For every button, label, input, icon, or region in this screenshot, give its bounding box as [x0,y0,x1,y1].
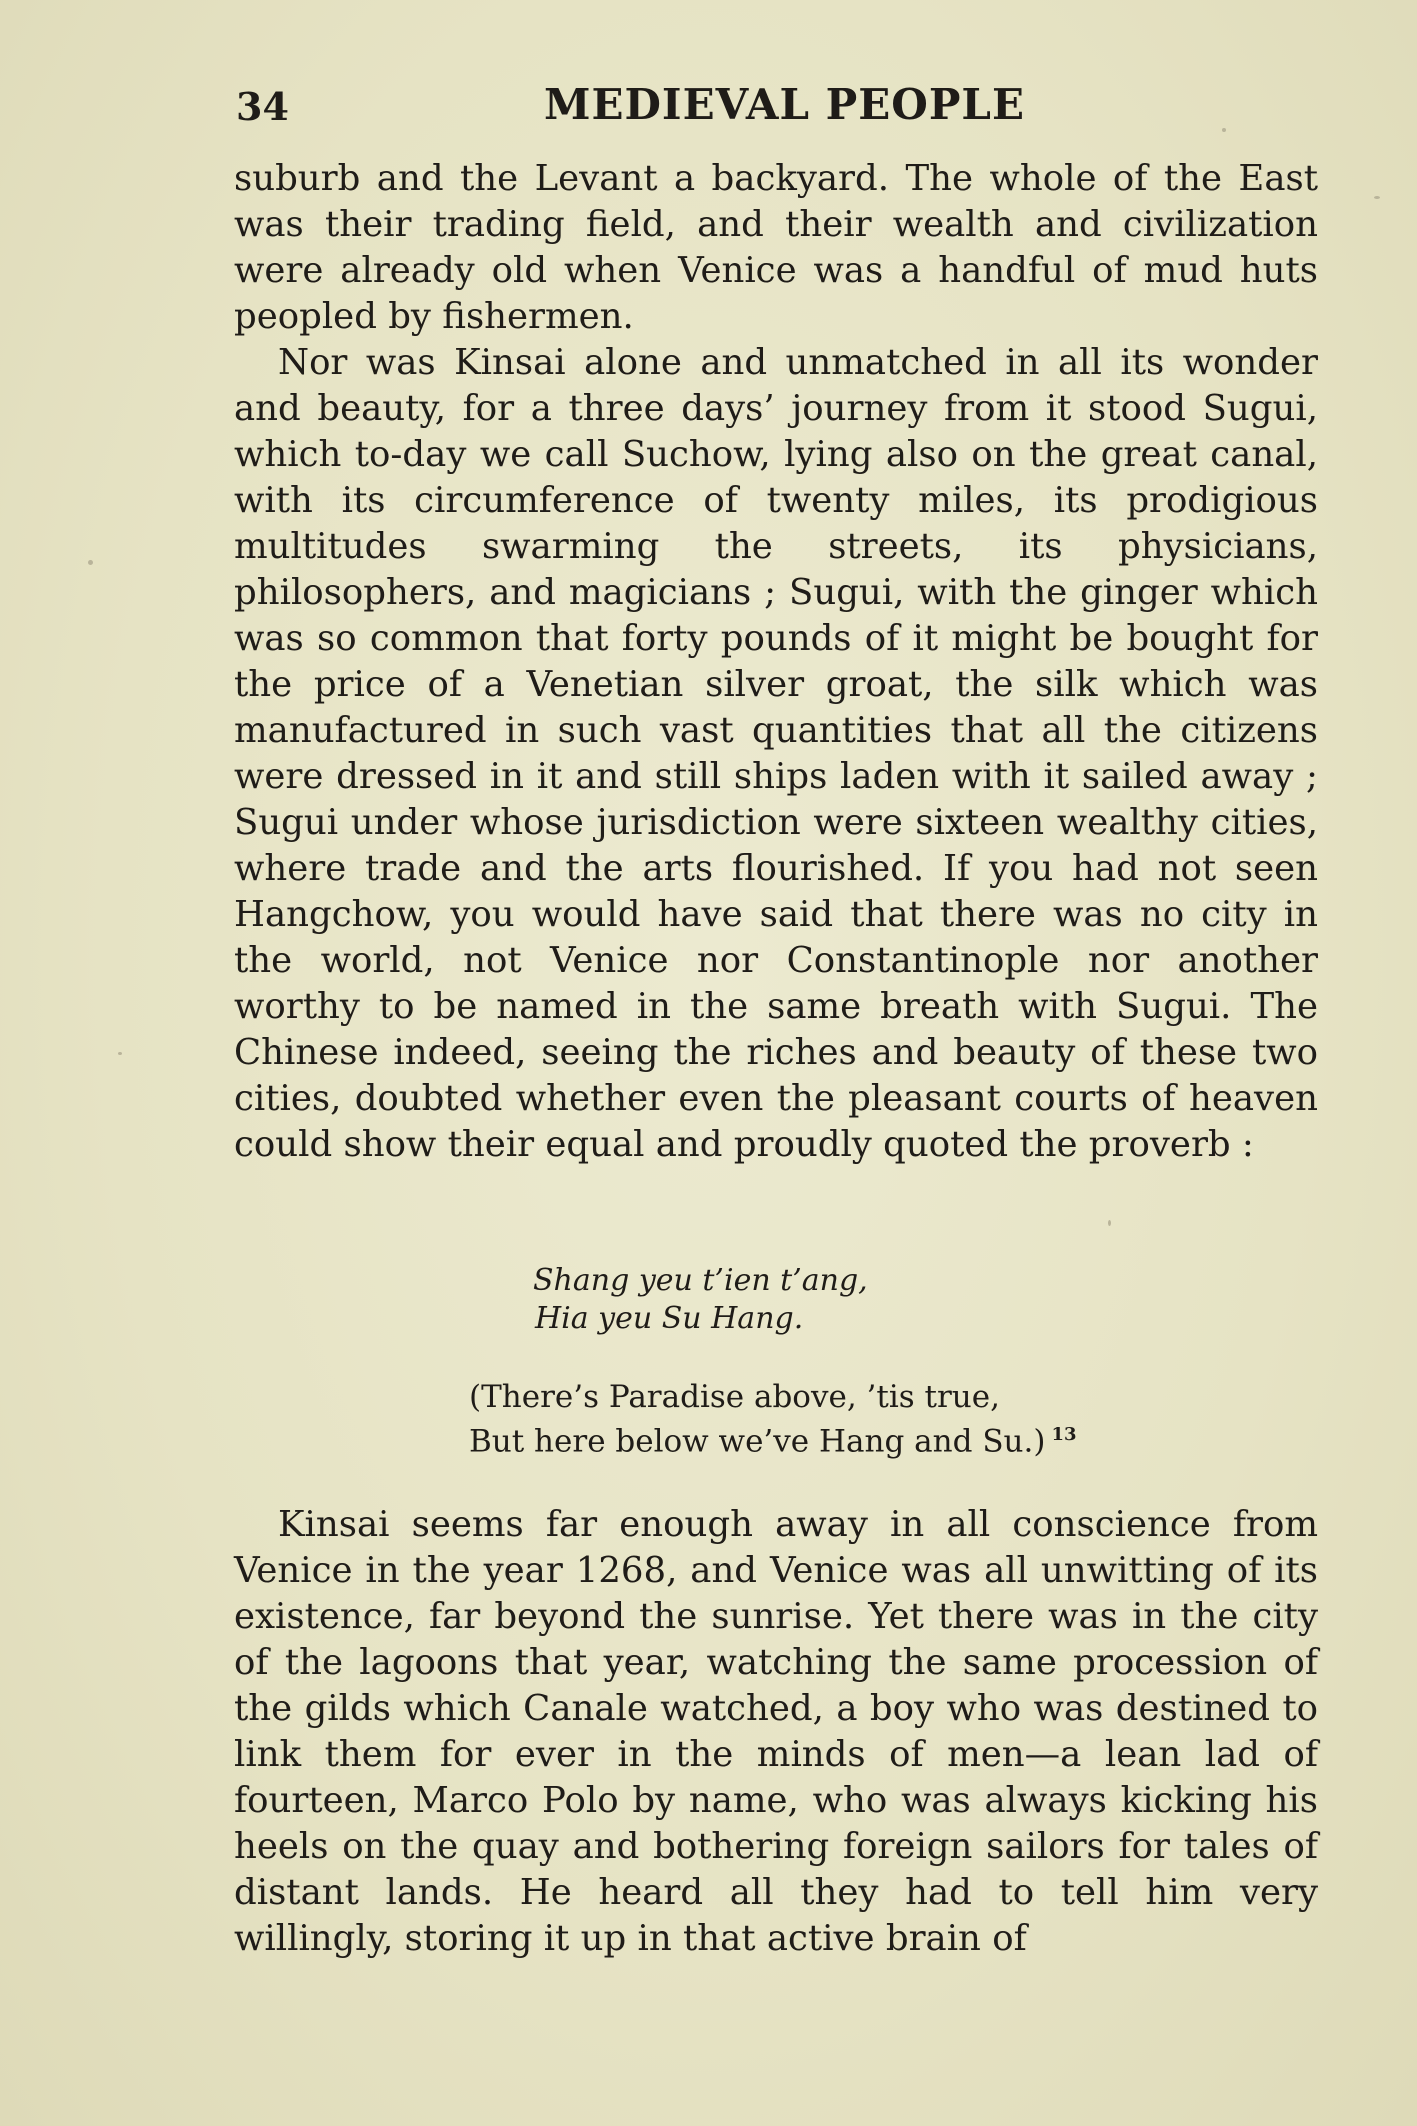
page-number: 34 [236,84,289,129]
verse-english-line-2-text: But here below we’ve Hang and Su.) [469,1423,1046,1460]
paragraph-marco-polo: Kinsai seems far enough away in all conscience from Venice in the year 1268, and Venice was all unwitting of its existence, far beyond the sunrise. Yet there was in the city of the lagoons that year, watching the same procession of the gilds which Canale watched, a boy who was destined to link them for ever in the minds of men—a lean lad of fourteen, Marco Polo by name, who was always kicking his heels on the quay and bothering foreign sailors for tales of distant lands. He heard all they had to tell him very willingly, storing it up in that active brain of [234,1504,1318,1959]
verse-chinese-line-1: Shang yeu t’ien t’ang, [533,1263,868,1298]
verse-chinese [533,1262,868,1338]
paper-speck [1374,196,1380,199]
verse-chinese-line-2: Hia yeu Su Hang. [535,1301,804,1336]
footnote-reference: 13 [1051,1424,1077,1445]
verse-english-line-1: (There’s Paradise above, ’tis true, [469,1379,1000,1415]
paper-speck [1222,128,1226,132]
body-text [234,0,1318,2126]
paper-speck [1108,1220,1111,1226]
paper-speck [88,560,93,565]
verse-english-line-2 [469,1416,1077,1460]
paper-speck [118,1052,122,1055]
paragraph-sugui: Nor was Kinsai alone and unmatched in all its wonder and beauty, for a three days’ journey from it stood Sugui, which to-day we call Suchow, lying also on the great canal, with its circumference of twenty miles, its prodigious multitudes swarming the streets, its physicians, philosophers, and magicians ; Sugui, with the ginger which was so common that forty pounds of it might be bought for the price of a Venetian silver groat, the silk which was manufactured in such vast quantities that all the citizens were dressed in it and still ships laden with it sailed away ; Sugui under whose jurisdiction were sixteen wealthy cities, where trade and the arts flourished. If you had not seen Hangchow, you would have said that there was no city in the world, not Venice nor Constantinople nor another worthy to be named in the same breath with Sugui. The Chinese indeed, seeing the riches and beauty of these two cities, doubted whether even the pleasant courts of heaven could show their equal and proudly quoted the proverb : [234,342,1318,1165]
verse-english [469,1378,1077,1460]
paragraph-continued: suburb and the Levant a backyard. The whole of the East was their trading field, and their wealth and civilization were already old when Venice was a handful of mud huts peopled by fishermen. [234,158,1318,337]
running-head: MEDIEVAL PEOPLE [544,80,1025,129]
